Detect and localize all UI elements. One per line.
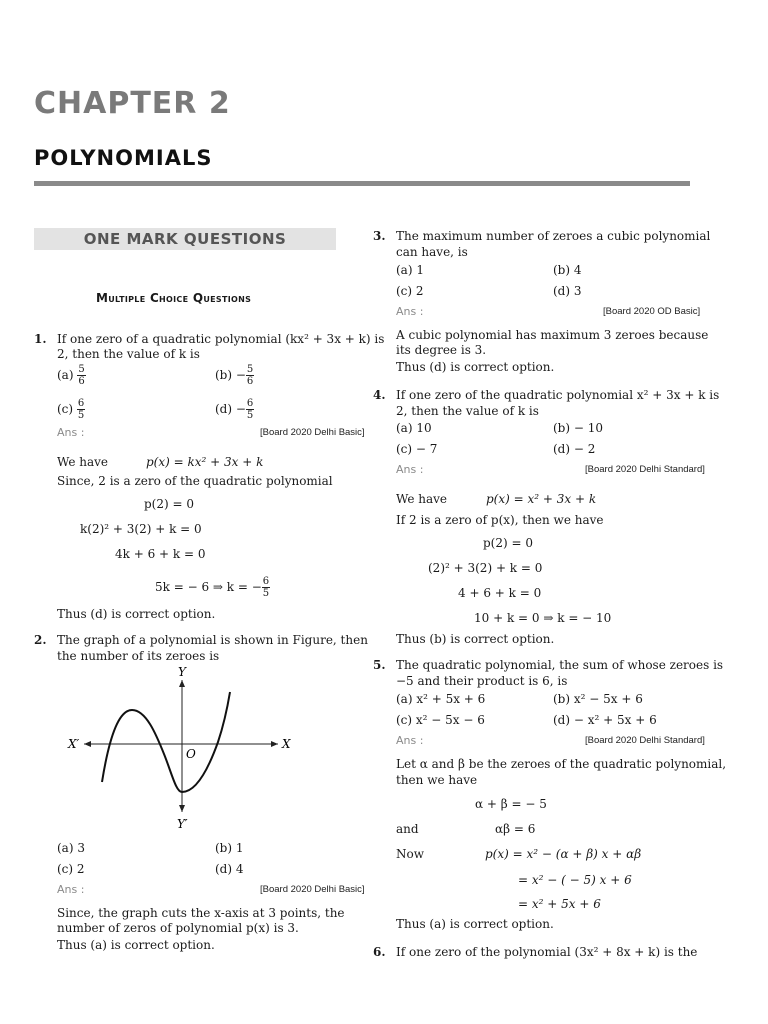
q3-option-b: (b) 4 xyxy=(553,263,582,277)
subsection-title: Multiple Choice Questions xyxy=(96,291,252,305)
q5-option-d: (d) − x² + 5x + 6 xyxy=(553,713,657,727)
x-neg-axis-label: X′ xyxy=(68,737,80,751)
q4-option-c: (c) − 7 xyxy=(396,442,438,456)
q5-conclusion: Thus (a) is correct option. xyxy=(396,917,554,931)
y-axis-label: Y xyxy=(178,665,186,679)
q1-text-line1: If one zero of a quadratic polynomial (kx² + 3x + k) is xyxy=(57,332,385,346)
q3-solution-line2: its degree is 3. xyxy=(396,343,487,357)
q1-eq4-frac: $\frac{6}{5}$ xyxy=(262,576,270,599)
q3-conclusion: Thus (d) is correct option. xyxy=(396,360,555,374)
q5-solution-line2: then we have xyxy=(396,773,478,787)
q1-solution-expr: p(x) = kx² + 3x + k xyxy=(146,455,264,469)
q1-option-b: (b) − $\frac{5}{6}$ xyxy=(215,364,254,387)
q2-polynomial-graph xyxy=(60,662,300,834)
q2-board-tag: [Board 2020 Delhi Basic] xyxy=(260,884,365,895)
chapter-title: POLYNOMIALS xyxy=(34,146,213,170)
y-neg-axis-label: Y′ xyxy=(177,817,188,831)
q1-option-c: (c) $\frac{6}{5}$ xyxy=(57,398,85,421)
q1-solution-label: We have xyxy=(57,455,109,469)
q3-option-c: (c) 2 xyxy=(396,284,424,298)
q4-conclusion: Thus (b) is correct option. xyxy=(396,632,555,646)
q4-solution-line2: If 2 is a zero of p(x), then we have xyxy=(396,513,604,527)
q2-answer-label: Ans : xyxy=(57,883,85,896)
q5-answer-label: Ans : xyxy=(396,734,424,747)
q5-eq3: p(x) = x² − (α + β) x + αβ xyxy=(485,847,642,861)
q1-number: 1. xyxy=(34,332,47,346)
q4-board-tag: [Board 2020 Delhi Standard] xyxy=(585,464,705,475)
section-banner xyxy=(34,228,336,250)
q2-option-d: (d) 4 xyxy=(215,862,244,876)
q5-number: 5. xyxy=(373,658,386,672)
q3-answer-label: Ans : xyxy=(396,305,424,318)
q1-option-d: (d) − $\frac{6}{5}$ xyxy=(215,398,254,421)
q4-text-line2: 2, then the value of k is xyxy=(396,404,539,418)
q4-eq3: 4 + 6 + k = 0 xyxy=(458,586,542,600)
header-rule xyxy=(34,181,690,186)
q4-solution-label: We have xyxy=(396,492,448,506)
q1-frac-d: $\frac{6}{5}$ xyxy=(246,398,254,421)
q5-eq5: = x² + 5x + 6 xyxy=(518,897,601,911)
q3-text-line1: The maximum number of zeroes a cubic polynomial xyxy=(396,229,711,243)
polynomial-curve xyxy=(102,692,230,792)
q2-text-line1: The graph of a polynomial is shown in Figure, then xyxy=(57,633,368,647)
q3-solution-line1: A cubic polynomial has maximum 3 zeroes because xyxy=(396,328,709,342)
q5-board-tag: [Board 2020 Delhi Standard] xyxy=(585,735,705,746)
q2-option-c: (c) 2 xyxy=(57,862,85,876)
q5-eq1: α + β = − 5 xyxy=(475,797,547,811)
q1-solution-line2: Since, 2 is a zero of the quadratic polynomial xyxy=(57,474,333,488)
q1-conclusion: Thus (d) is correct option. xyxy=(57,607,216,621)
q4-eq4: 10 + k = 0 ⇒ k = − 10 xyxy=(474,611,612,625)
q2-number: 2. xyxy=(34,633,47,647)
q4-eq1: p(2) = 0 xyxy=(483,536,533,550)
q4-number: 4. xyxy=(373,388,386,402)
q1-frac-b: $\frac{5}{6}$ xyxy=(246,364,254,387)
q4-solution-expr: p(x) = x² + 3x + k xyxy=(486,492,597,506)
x-axis-label: X xyxy=(282,737,291,751)
q5-text-line2: −5 and their product is 6, is xyxy=(396,674,568,688)
q3-number: 3. xyxy=(373,229,386,243)
q3-board-tag: [Board 2020 OD Basic] xyxy=(603,306,701,317)
q5-and-label: and xyxy=(396,822,419,836)
q1-answer-label: Ans : xyxy=(57,426,85,439)
q1-frac-c: $\frac{6}{5}$ xyxy=(77,398,85,421)
q1-eq3: 4k + 6 + k = 0 xyxy=(115,547,206,561)
q2-option-b: (b) 1 xyxy=(215,841,244,855)
q6-text-line1: If one zero of the polynomial (3x² + 8x + k) is the xyxy=(396,945,698,959)
q2-conclusion: Thus (a) is correct option. xyxy=(57,938,215,952)
q4-option-d: (d) − 2 xyxy=(553,442,596,456)
q1-eq2: k(2)² + 3(2) + k = 0 xyxy=(80,522,202,536)
q6-number: 6. xyxy=(373,945,386,959)
q2-solution-line2: number of zeros of polynomial p(x) is 3. xyxy=(57,921,299,935)
q1-frac-a: $\frac{5}{6}$ xyxy=(78,364,85,387)
q2-option-a: (a) 3 xyxy=(57,841,85,855)
q5-solution-line1: Let α and β be the zeroes of the quadratic polynomial, xyxy=(396,757,727,771)
q2-text-line2: the number of its zeroes is xyxy=(57,649,220,663)
q4-answer-label: Ans : xyxy=(396,463,424,476)
q1-eq1: p(2) = 0 xyxy=(144,497,194,511)
q4-eq2: (2)² + 3(2) + k = 0 xyxy=(428,561,543,575)
q2-solution-line1: Since, the graph cuts the x-axis at 3 points, the xyxy=(57,906,345,920)
origin-label: O xyxy=(186,747,196,761)
q1-eq4: 5k = − 6 ⇒ k = − $\frac{6}{5}$ xyxy=(155,576,270,599)
q5-eq4: = x² − ( − 5) x + 6 xyxy=(518,873,632,887)
q1-board-tag: [Board 2020 Delhi Basic] xyxy=(260,427,365,438)
q3-option-d: (d) 3 xyxy=(553,284,582,298)
section-title: ONE MARK QUESTIONS xyxy=(83,230,287,248)
q5-text-line1: The quadratic polynomial, the sum of whose zeroes is xyxy=(396,658,724,672)
q4-text-line1: If one zero of the quadratic polynomial x² + 3x + k is xyxy=(396,388,720,402)
q3-text-line2: can have, is xyxy=(396,245,468,259)
q3-option-a: (a) 1 xyxy=(396,263,424,277)
q5-option-a: (a) x² + 5x + 6 xyxy=(396,692,486,706)
q5-now-label: Now xyxy=(396,847,424,861)
q1-option-a: (a) $\frac{5}{6}$ xyxy=(57,364,85,387)
q5-eq2: αβ = 6 xyxy=(495,822,536,836)
q4-option-b: (b) − 10 xyxy=(553,421,603,435)
chapter-heading: CHAPTER 2 xyxy=(34,86,231,121)
q1-text-line2: 2, then the value of k is xyxy=(57,347,200,361)
q5-option-b: (b) x² − 5x + 6 xyxy=(553,692,643,706)
q5-option-c: (c) x² − 5x − 6 xyxy=(396,713,485,727)
q4-option-a: (a) 10 xyxy=(396,421,432,435)
